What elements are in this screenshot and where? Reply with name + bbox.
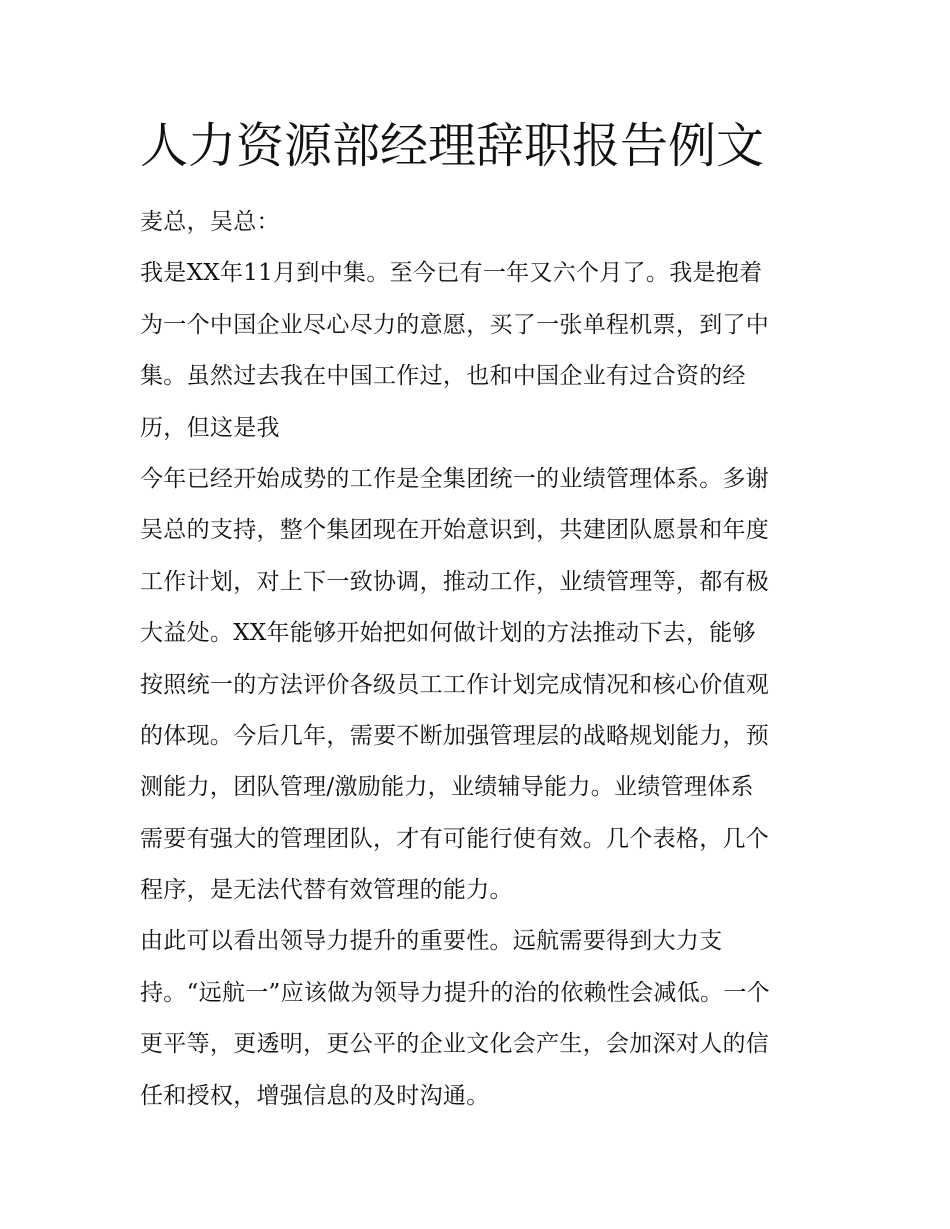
paragraph-line: 更平等，更透明，更公平的企业文化会产生，会加深对人的信 xyxy=(140,1031,770,1058)
paragraph-line: 的体现。今后几年，需要不断加强管理层的战略规划能力，预 xyxy=(140,722,770,749)
paragraph-line: 工作计划，对上下一致协调，推动工作，业绩管理等，都有极 xyxy=(140,568,770,595)
paragraph-line: 任和授权，增强信息的及时沟通。 xyxy=(140,1082,490,1109)
paragraph-line: 为一个中国企业尽心尽力的意愿，买了一张单程机票，到了中 xyxy=(140,311,770,338)
salutation: 麦总，吴总： xyxy=(140,209,280,235)
paragraph-line: 测能力，团队管理/激励能力，业绩辅导能力。业绩管理体系 xyxy=(140,774,754,801)
document-title: 人力资源部经理辞职报告例文 xyxy=(140,118,765,174)
paragraph-line: 我是XX年11月到中集。至今已有一年又六个月了。我是抱着 xyxy=(140,260,763,287)
paragraph-line: 吴总的支持，整个集团现在开始意识到，共建团队愿景和年度 xyxy=(140,517,770,544)
paragraph-line: 集。虽然过去我在中国工作过，也和中国企业有过合资的经 xyxy=(140,363,746,390)
paragraph-line: 由此可以看出领导力提升的重要性。远航需要得到大力支 xyxy=(140,928,723,955)
paragraph-line: 按照统一的方法评价各级员工工作计划完成情况和核心价值观 xyxy=(140,671,770,698)
paragraph-line: 需要有强大的管理团队，才有可能行使有效。几个表格，几个 xyxy=(140,825,770,852)
paragraph-line: 今年已经开始成势的工作是全集团统一的业绩管理体系。多谢 xyxy=(140,465,770,492)
paragraph-line: 持。“远航一”应该做为领导力提升的治的依赖性会减低。一个 xyxy=(140,979,770,1006)
paragraph-line: 历，但这是我 xyxy=(140,414,280,441)
document-body xyxy=(140,202,820,1127)
paragraph-line: 程序，是无法代替有效管理的能力。 xyxy=(140,877,513,904)
paragraph-line: 大益处。XX年能够开始把如何做计划的方法推动下去，能够 xyxy=(140,620,756,647)
